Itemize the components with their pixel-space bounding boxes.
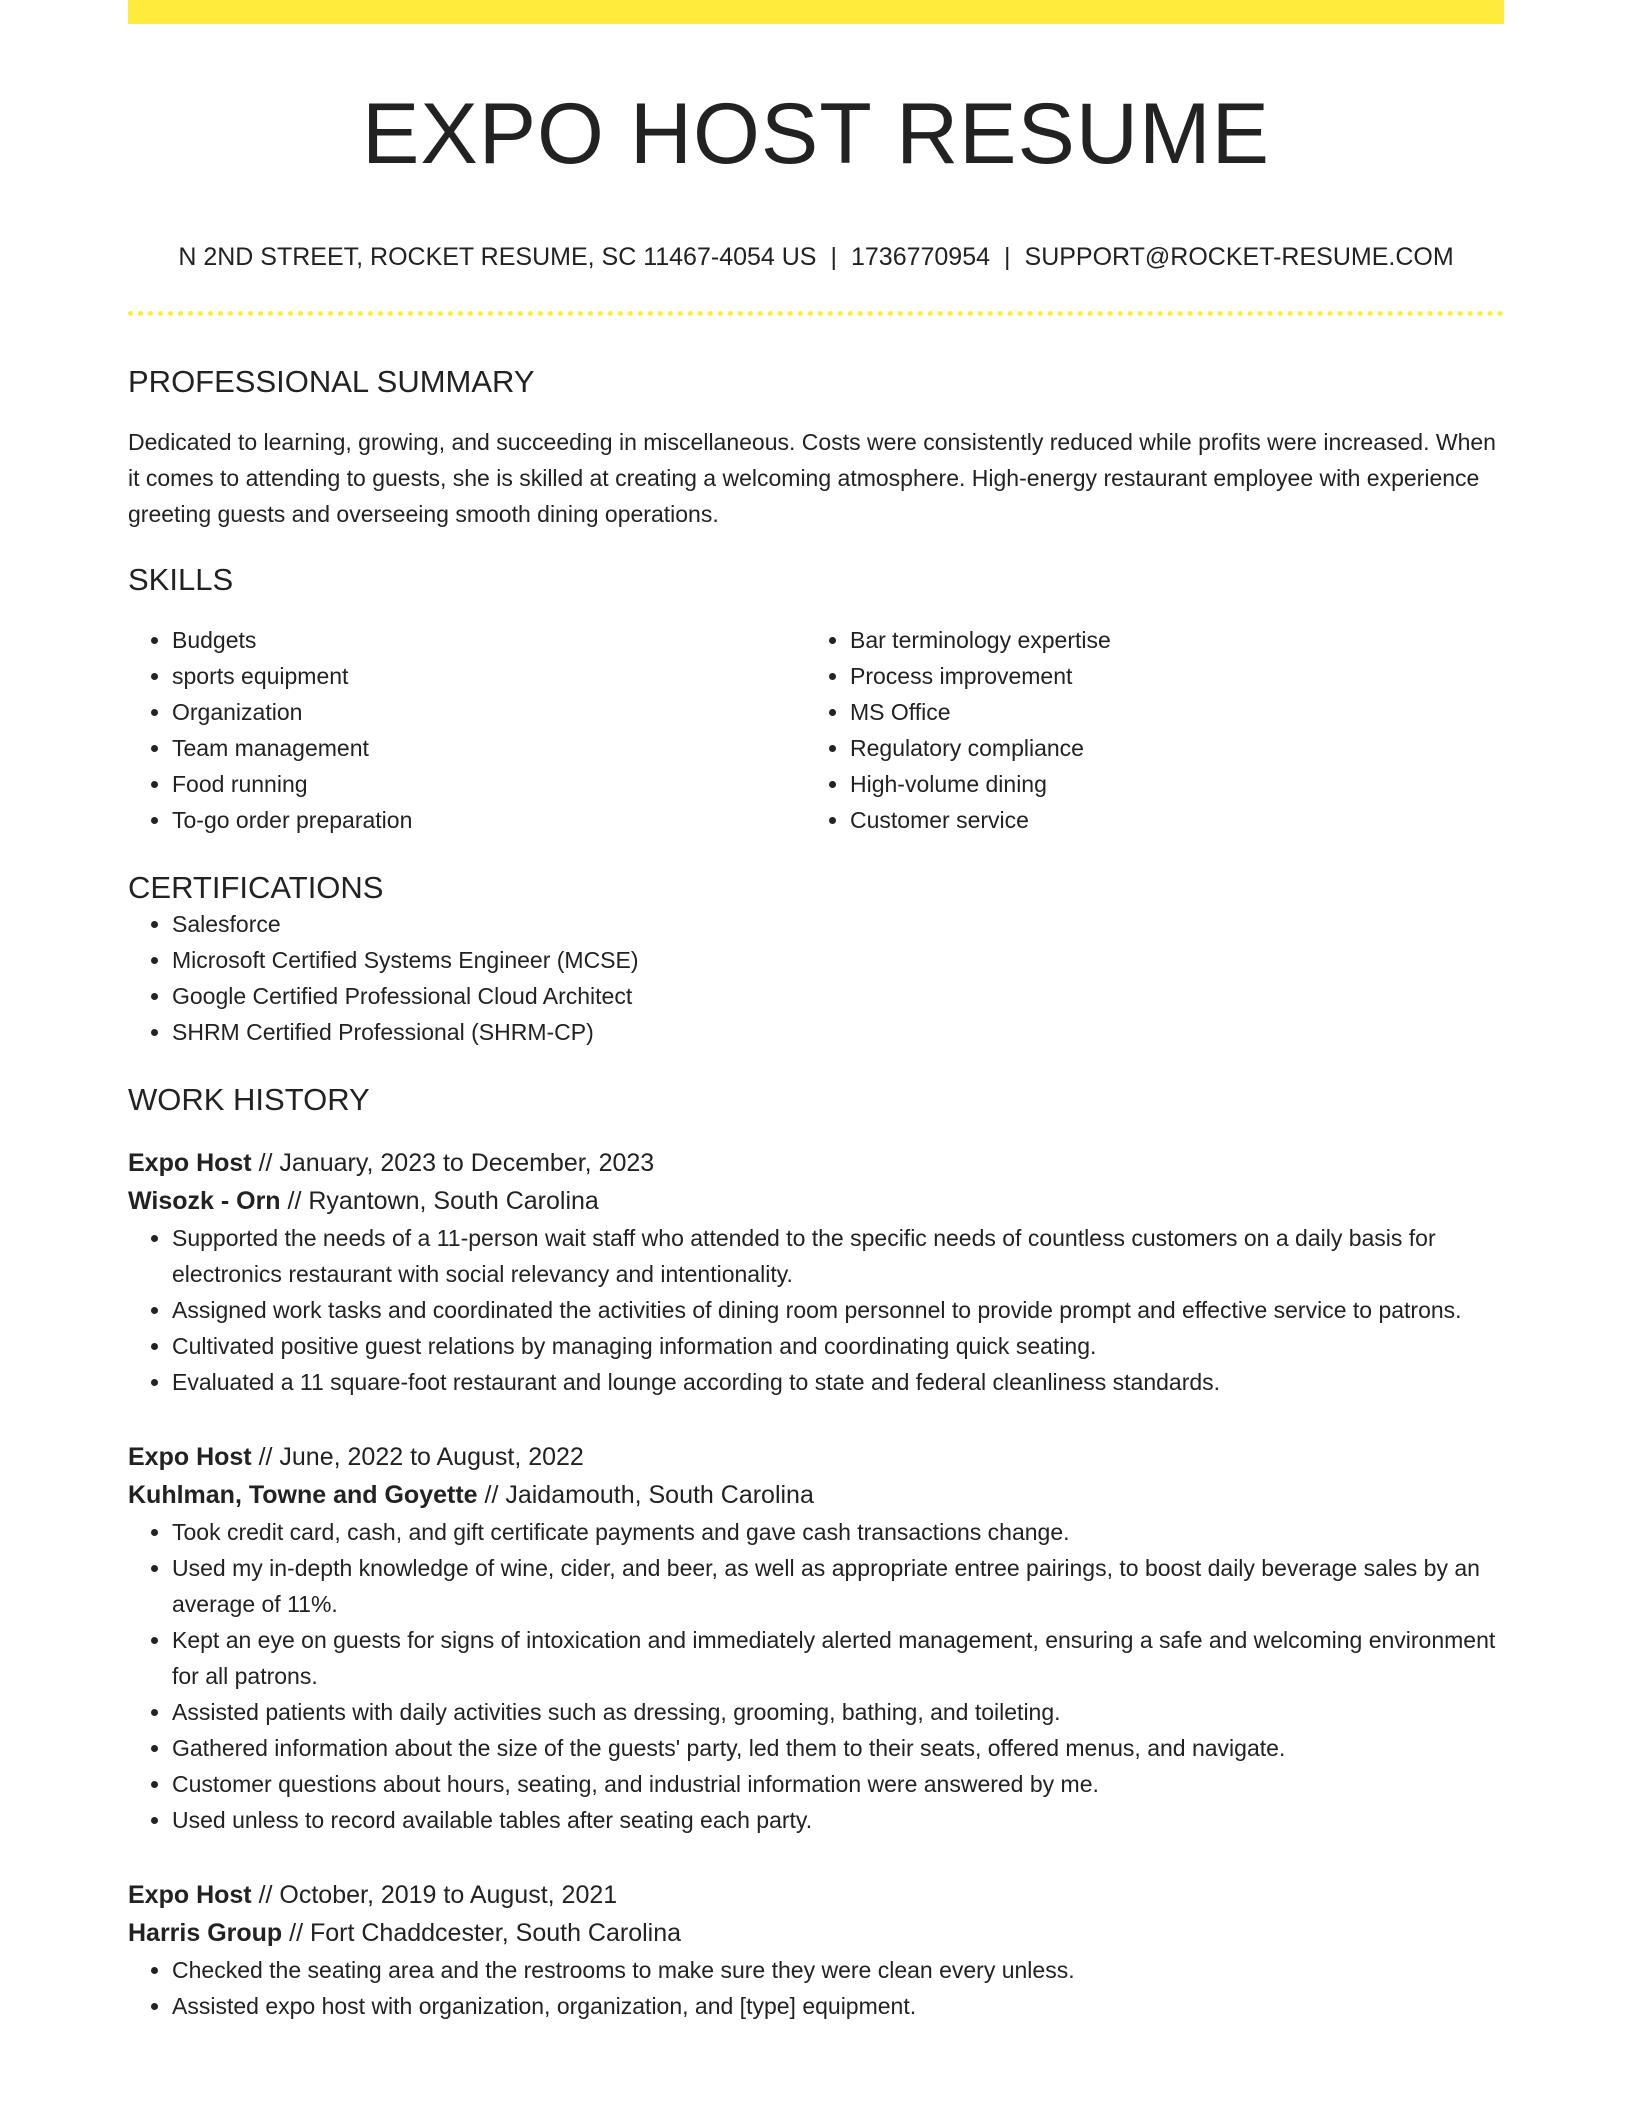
- job-location: // Ryantown, South Carolina: [280, 1187, 599, 1215]
- job-duties-list: [128, 1952, 1504, 2024]
- certification-item: • SHRM Certified Professional (SHRM-CP): [172, 1014, 1504, 1050]
- job-duty: • Evaluated a 11 square-foot restaurant and lounge according to state and federal cleanliness standards.: [172, 1364, 1504, 1400]
- certification-item: • Google Certified Professional Cloud Architect: [172, 978, 1504, 1014]
- job-duty: • Assisted patients with daily activities such as dressing, grooming, bathing, and toileting.: [172, 1694, 1504, 1730]
- job-duty: • Kept an eye on guests for signs of intoxication and immediately alerted management, ensuring a safe and welcoming environment for all patrons.: [172, 1622, 1504, 1694]
- summary-heading: PROFESSIONAL SUMMARY: [128, 364, 535, 399]
- job-title: Expo Host: [128, 1443, 252, 1471]
- skills-column-left: [128, 622, 806, 838]
- contact-address: N 2ND STREET, ROCKET RESUME, SC 11467-4054 US: [178, 243, 817, 271]
- job-duty: • Assisted expo host with organization, organization, and [type] equipment.: [172, 1988, 1504, 2024]
- skills-grid: [128, 622, 1504, 838]
- skill-item: • Bar terminology expertise: [850, 622, 1484, 658]
- skill-item: • Organization: [172, 694, 806, 730]
- job-title: Expo Host: [128, 1149, 252, 1177]
- job-duties-list: [128, 1220, 1504, 1400]
- job-duty: • Used unless to record available tables after seating each party.: [172, 1802, 1504, 1838]
- job-company-line: [128, 1914, 1504, 1952]
- skills-list-right: [806, 622, 1484, 838]
- dotted-divider: [128, 311, 1504, 316]
- job-duties-list: [128, 1514, 1504, 1838]
- job-location: // Jaidamouth, South Carolina: [477, 1481, 814, 1509]
- job-title-line: [128, 1438, 1504, 1476]
- skill-item: • MS Office: [850, 694, 1484, 730]
- accent-top-bar: [128, 0, 1504, 24]
- job-title-line: [128, 1876, 1504, 1914]
- job-duty: • Cultivated positive guest relations by managing information and coordinating quick seating.: [172, 1328, 1504, 1364]
- certifications-heading: CERTIFICATIONS: [128, 870, 384, 905]
- job-entry: [128, 1144, 1504, 1400]
- job-duty: • Used my in-depth knowledge of wine, cider, and beer, as well as appropriate entree pairings, to boost daily beverage sales by an average of 11%.: [172, 1550, 1504, 1622]
- job-duty: • Supported the needs of a 11-person wait staff who attended to the specific needs of countless customers on a daily basis for electronics restaurant with social relevancy and intentionality.: [172, 1220, 1504, 1292]
- summary-text: Dedicated to learning, growing, and succeeding in miscellaneous. Costs were consistently reduced while profits were increased. When it comes to attending to guests, she is skilled at creating a welcoming atmosphere. High-energy restaurant employee with experience greeting guests and overseeing smooth dining operations.: [128, 429, 1496, 527]
- job-duty: • Checked the seating area and the restrooms to make sure they were clean every unless.: [172, 1952, 1504, 1988]
- job-location: // Fort Chaddcester, South Carolina: [282, 1919, 682, 1947]
- skill-item: • sports equipment: [172, 658, 806, 694]
- skill-item: • High-volume dining: [850, 766, 1484, 802]
- job-title: Expo Host: [128, 1881, 252, 1909]
- job-dates: // October, 2019 to August, 2021: [251, 1881, 618, 1909]
- job-entry: [128, 1438, 1504, 1838]
- resume-page: [128, 0, 1504, 2024]
- skills-column-right: [806, 622, 1484, 838]
- skill-item: • Process improvement: [850, 658, 1484, 694]
- certification-item: • Salesforce: [172, 906, 1504, 942]
- job-duty: • Customer questions about hours, seating, and industrial information were answered by me.: [172, 1766, 1504, 1802]
- certification-item: • Microsoft Certified Systems Engineer (MCSE): [172, 942, 1504, 978]
- certifications-list: [128, 906, 1504, 1050]
- job-company-line: [128, 1182, 1504, 1220]
- job-entry: [128, 1876, 1504, 2024]
- skill-item: • Customer service: [850, 802, 1484, 838]
- contact-separator: |: [830, 243, 837, 271]
- contact-line: [128, 242, 1504, 272]
- job-title-line: [128, 1144, 1504, 1182]
- job-company: Harris Group: [128, 1919, 283, 1947]
- skill-item: • Budgets: [172, 622, 806, 658]
- job-company: Wisozk - Orn: [128, 1187, 281, 1215]
- skills-heading: SKILLS: [128, 562, 234, 597]
- contact-phone: 1736770954: [850, 243, 991, 271]
- contact-separator: |: [1004, 243, 1011, 271]
- skills-list-left: [128, 622, 806, 838]
- job-company: Kuhlman, Towne and Goyette: [128, 1481, 478, 1509]
- job-company-line: [128, 1476, 1504, 1514]
- job-dates: // January, 2023 to December, 2023: [251, 1149, 655, 1177]
- job-duty: • Gathered information about the size of the guests' party, led them to their seats, offered menus, and navigate.: [172, 1730, 1504, 1766]
- skill-item: • To-go order preparation: [172, 802, 806, 838]
- work-history-heading: WORK HISTORY: [128, 1082, 370, 1117]
- job-dates: // June, 2022 to August, 2022: [251, 1443, 584, 1471]
- skill-item: • Team management: [172, 730, 806, 766]
- contact-email: SUPPORT@ROCKET-RESUME.COM: [1024, 243, 1454, 271]
- skill-item: • Food running: [172, 766, 806, 802]
- job-duty: • Took credit card, cash, and gift certificate payments and gave cash transactions change.: [172, 1514, 1504, 1550]
- skill-item: • Regulatory compliance: [850, 730, 1484, 766]
- resume-title: EXPO HOST RESUME: [361, 86, 1271, 182]
- job-duty: • Assigned work tasks and coordinated the activities of dining room personnel to provide prompt and effective service to patrons.: [172, 1292, 1504, 1328]
